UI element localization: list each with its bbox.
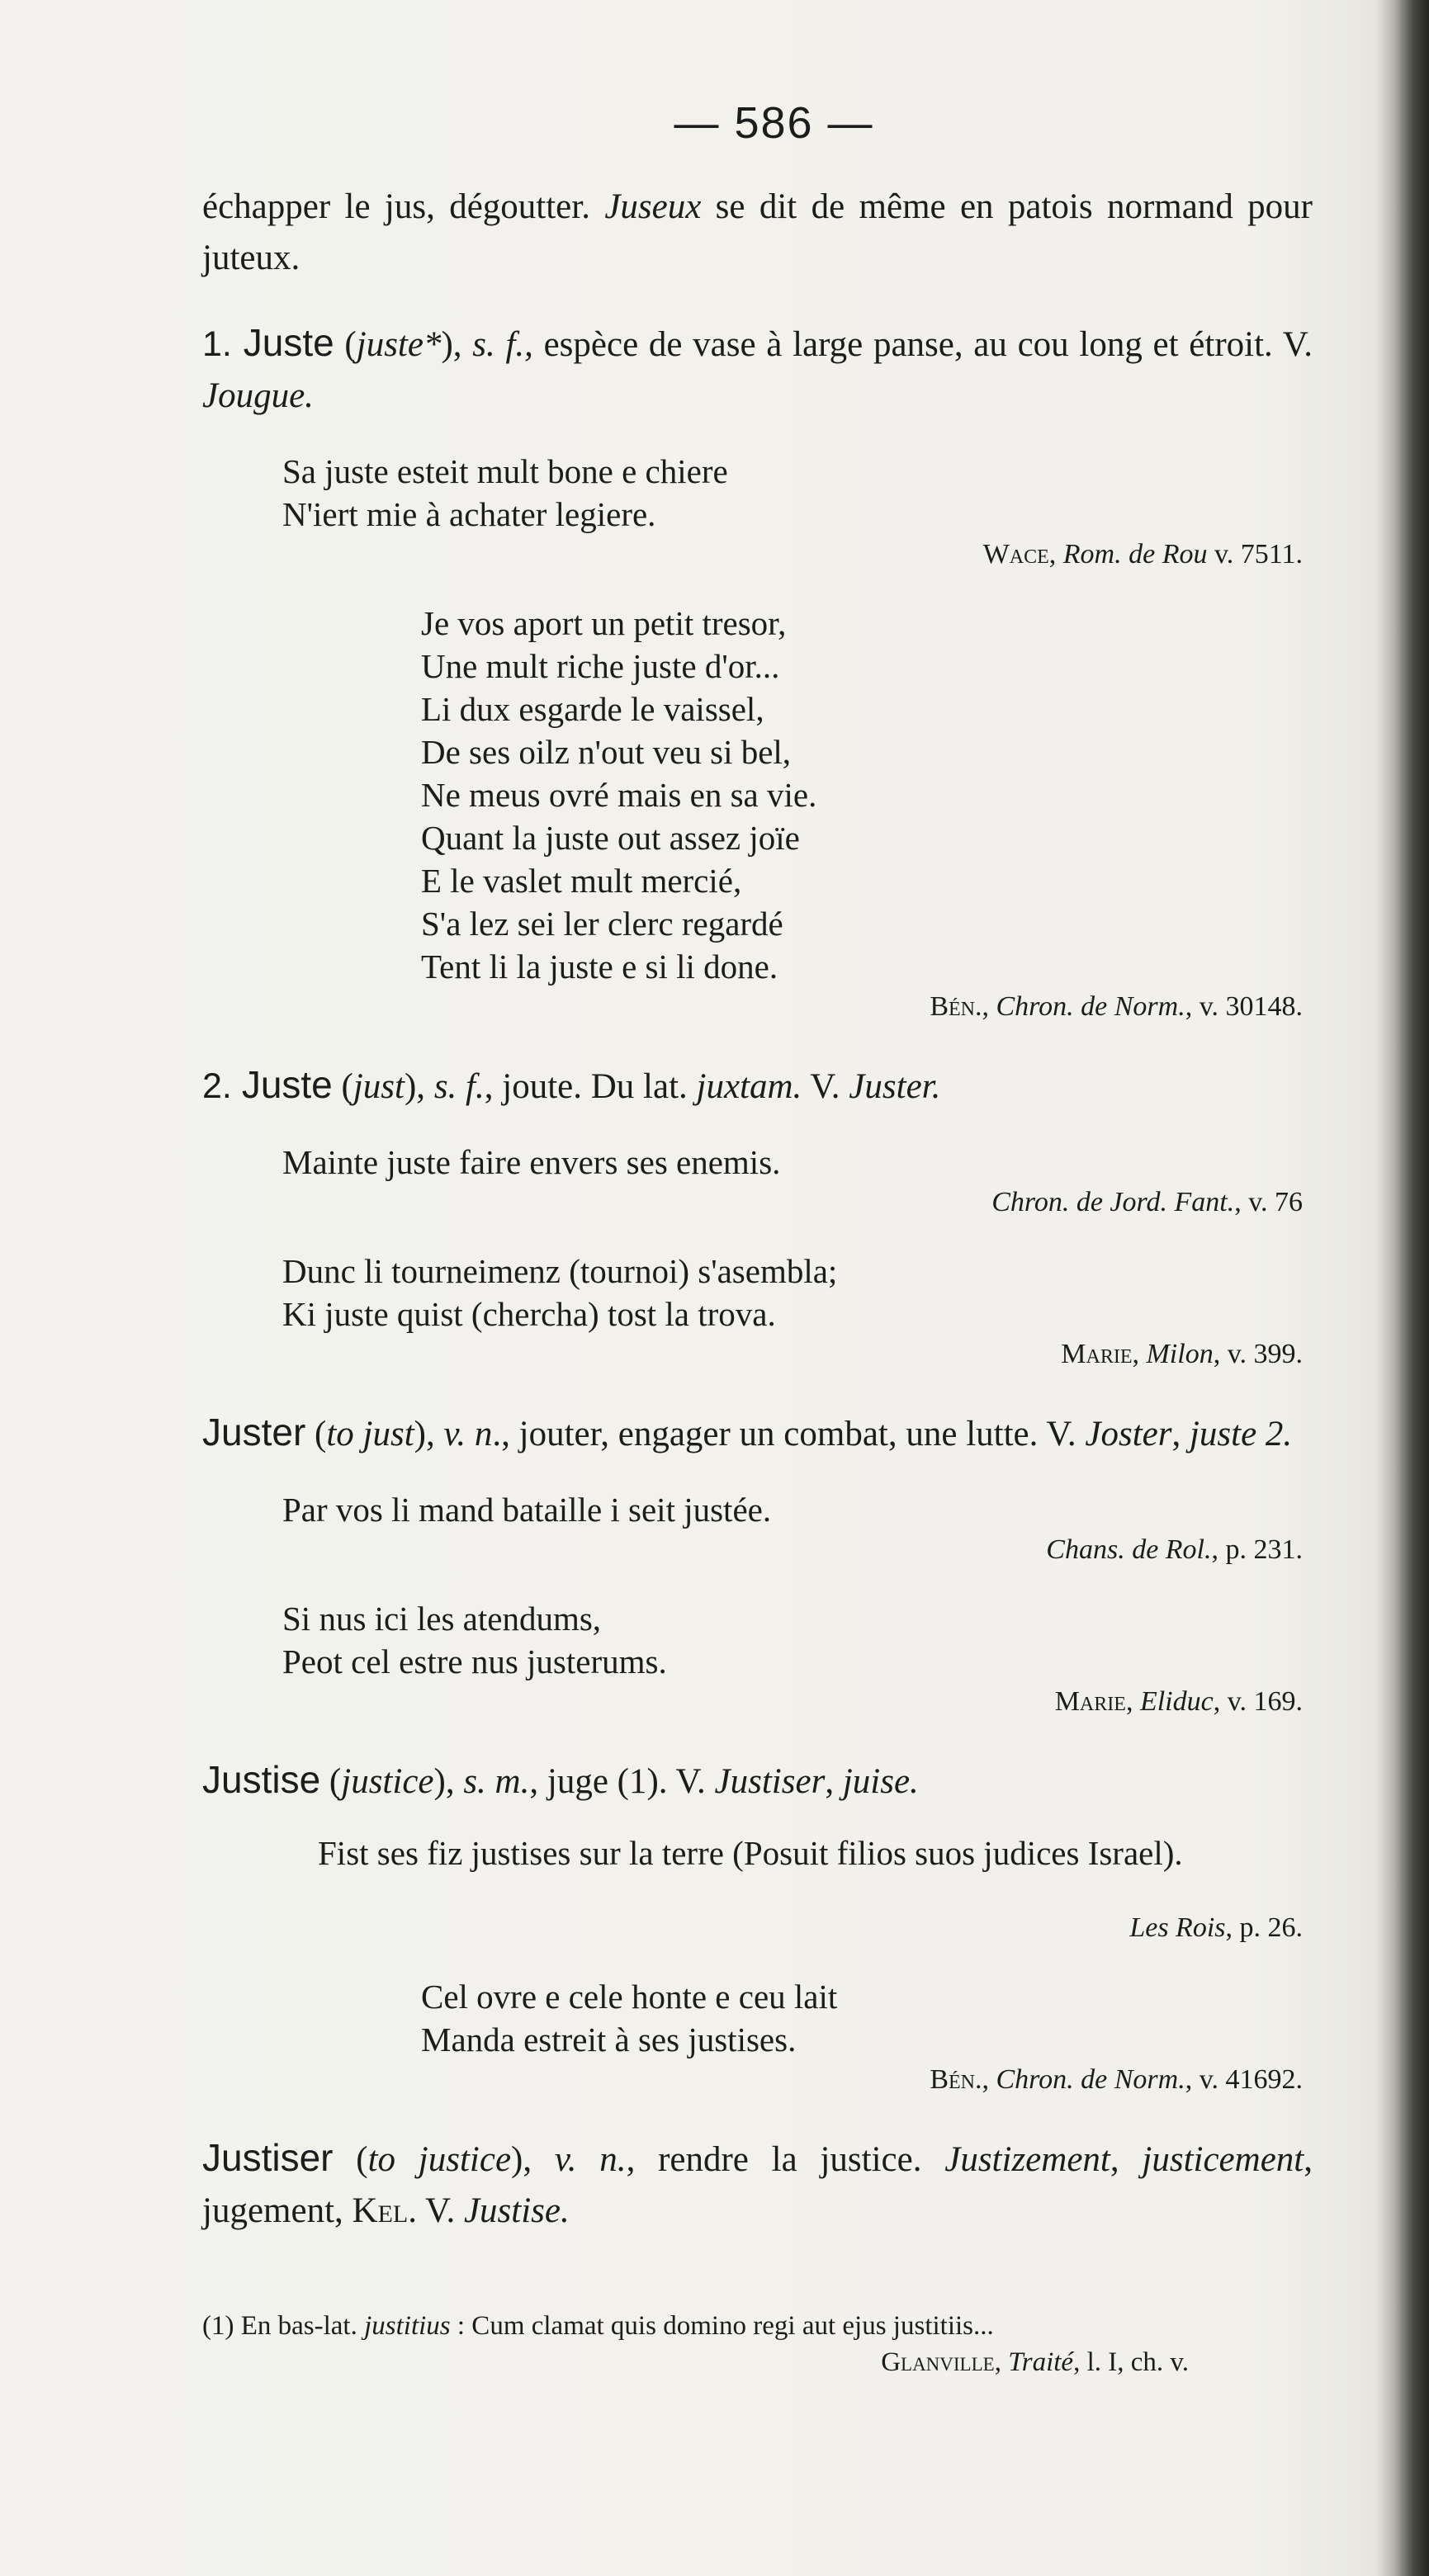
grammar: s. m. [463,1762,530,1801]
derived-form: Justizement [944,2140,1110,2179]
entry-number: 1. [202,324,244,364]
quotation [282,1250,1313,1335]
quote-line: De ses oilz n'out veu si bel, [421,733,792,771]
citation-work: Chans. de Rol. [1046,1534,1212,1565]
citation-ref: , v. 399. [1213,1339,1303,1369]
quote-line: S'a lez sei ler clerc regardé [421,905,783,943]
quote-line: Une mult riche juste d'or... [421,647,780,685]
cross-reference: juise. [842,1762,919,1801]
paren-close: ), [441,325,473,364]
derived-form: justicement [1142,2140,1304,2179]
footnote-text: : Cum clamat quis domino regi aut ejus justitiis... [450,2311,994,2341]
paren-close: ), [433,1762,464,1801]
entry-justise [202,1754,1313,2099]
citation-work: Milon [1146,1339,1214,1369]
citation: Marie, Milon, v. 399. [1061,1339,1303,1369]
entry-number: 2. [202,1066,242,1106]
citation-ref: , v. 30148. [1185,991,1303,1022]
definition: espèce de vase à large panse, au cou long et étroit. V. [532,325,1313,364]
etymology: juste* [356,325,442,364]
quote-line: Par vos li mand bataille i seit justée. [282,1491,772,1529]
entry-juste-2-definition [202,1059,1313,1113]
citation-author: Bén. [930,2064,982,2095]
citation-author: Marie [1061,1339,1133,1369]
quote-line: Manda estreit à ses justises. [421,2021,797,2058]
footnote-line [202,2308,1313,2344]
quote-line: Je vos aport un petit tresor, [421,604,787,642]
quote-line: Mainte juste faire envers ses enemis. [282,1143,781,1181]
grammar: v. n [443,1415,493,1453]
etymology: justice [341,1762,434,1801]
entry-juste-1-definition [202,317,1313,422]
quotation [421,602,1313,988]
footnote-citation [202,2344,1313,2380]
headword: Justiser [202,2136,334,2179]
quote-line: Dunc li tourneimenz (tournoi) s'asembla; [282,1252,838,1290]
citation [202,1531,1313,1569]
quote-line: Quant la juste out assez joïe [421,819,800,857]
quote-line: Ki juste quist (chercha) tost la trova. [282,1295,776,1333]
separator: , [994,2347,1009,2377]
footnote [202,2308,1313,2380]
definition: , joute. Du lat. [484,1067,697,1106]
citation-work: Eliduc [1139,1686,1214,1717]
citation-work: Les Rois [1129,1912,1226,1943]
citation-ref: , v. 76 [1234,1187,1303,1217]
quote-line: Cel ovre e cele honte e ceu lait [421,1978,838,2016]
citation-ref: , v. 169. [1213,1686,1303,1717]
book-binding-shadow [1376,0,1429,2576]
citation [202,1909,1313,1947]
cross-reference: Justise. [463,2191,570,2230]
citation: Wace, Rom. de Rou v. 7511. [982,539,1303,570]
citation-author: Marie [1054,1686,1126,1717]
citation: Bén., Chron. de Norm., v. 41692. [930,2064,1303,2095]
quote-line: E le vaslet mult mercié, [421,862,742,900]
cross-reference: Juster. [849,1067,941,1106]
paren-open: ( [320,1762,342,1801]
definition: V. [416,2191,464,2230]
intro-paragraph [202,182,1313,284]
citation-work: Chron. de Norm. [996,991,1185,1022]
citation-ref: v. 7511. [1207,539,1303,570]
headword: Juste [241,1063,333,1106]
quotation [421,1975,1313,2061]
grammar: s. f. [433,1067,485,1106]
citation-ref: , v. 41692. [1185,2064,1303,2095]
cross-reference: juste 2. [1189,1415,1293,1453]
entry-justiser-definition [202,2132,1313,2237]
quotation [282,1488,1313,1531]
etymology: to justice [367,2140,512,2179]
grammar: s. f., [472,325,533,364]
quotation [282,450,1313,536]
entry-justiser [202,2132,1313,2237]
paren-open: ( [305,1415,327,1453]
headword: Juste [243,321,334,364]
citation-work: Chron. de Jord. Fant. [991,1187,1235,1217]
latin-form: juxtam. [696,1067,802,1106]
headword: Juster [202,1411,306,1453]
citation-author: Bén. [930,991,982,1022]
source-abbreviation: Kel. [352,2191,417,2230]
paren-open: ( [334,325,357,364]
etymology: just [353,1067,405,1106]
entry-juster [202,1406,1313,1721]
page-content [202,97,1313,2380]
footnote-term: justitius [364,2311,451,2341]
citation-ref: , p. 26. [1225,1912,1303,1943]
definition: V. [802,1067,849,1106]
separator: , [1110,2140,1143,2179]
citation-ref: , l. I, ch. v. [1073,2347,1189,2377]
footnote-mark: (1) En bas-lat. [202,2311,365,2341]
entry-juste-1 [202,317,1313,1026]
quotation [282,1597,1313,1683]
page-number: — 586 — [674,98,874,148]
quote-line: Sa juste esteit mult bone e chiere [282,452,728,490]
quote-line: Peot cel estre nus justerums. [282,1642,667,1680]
entry-juster-definition [202,1406,1313,1460]
citation: Bén., Chron. de Norm., v. 30148. [930,991,1303,1022]
paren-close: ), [404,1067,434,1106]
paren-open: ( [332,1067,353,1106]
intro-word-juseux: Juseux [604,187,702,226]
intro-text-2: se dit de même en patois normand pour juteux. [202,187,1313,277]
etymology: to just [326,1415,414,1453]
paren-close: ), [414,1415,444,1453]
citation-work: Chron. de Norm. [996,2064,1185,2095]
quote-line: Si nus ici les atendums, [282,1600,602,1638]
intro-text-1: échapper le jus, dégoutter. [202,187,605,226]
cross-reference: Jougue. [202,376,314,415]
cross-reference: Joster [1085,1415,1172,1453]
headword: Justise [202,1758,321,1801]
citation: Marie, Eliduc, v. 169. [1054,1686,1303,1717]
entry-justise-definition [202,1754,1313,1808]
separator: , [825,1762,843,1801]
paren-close: ), [511,2140,555,2179]
citation-ref: , p. 231. [1211,1534,1303,1565]
citation-author: Glanville [881,2347,995,2377]
citation-work: Traité [1008,2347,1074,2377]
paren-open: ( [333,2140,368,2179]
quote-line: Tent li la juste e si li done. [421,948,778,985]
definition: , jugement, [202,2140,1313,2230]
definition: , rendre la justice. [626,2140,945,2179]
separator: , [1171,1415,1190,1453]
definition: , juge (1). V. [529,1762,715,1801]
quote-line: Li dux esgarde le vaissel, [421,690,764,728]
quotation-prose: Fist ses fiz justises sur la terre (Posuit filios suos judices Israel). [318,1834,1183,1872]
quote-line: Ne meus ovré mais en sa vie. [421,776,817,814]
citation-author: Wace [982,539,1049,570]
grammar: v. n. [554,2140,627,2179]
cross-reference: Justiser [714,1762,826,1801]
citation-work: Rom. de Rou [1062,539,1208,570]
definition: ., jouter, engager un combat, une lutte. V. [492,1415,1086,1453]
citation [202,1184,1313,1222]
quote-line: N'iert mie à achater legiere. [282,495,656,533]
entry-juste-2 [202,1059,1313,1373]
quotation [282,1141,1313,1184]
